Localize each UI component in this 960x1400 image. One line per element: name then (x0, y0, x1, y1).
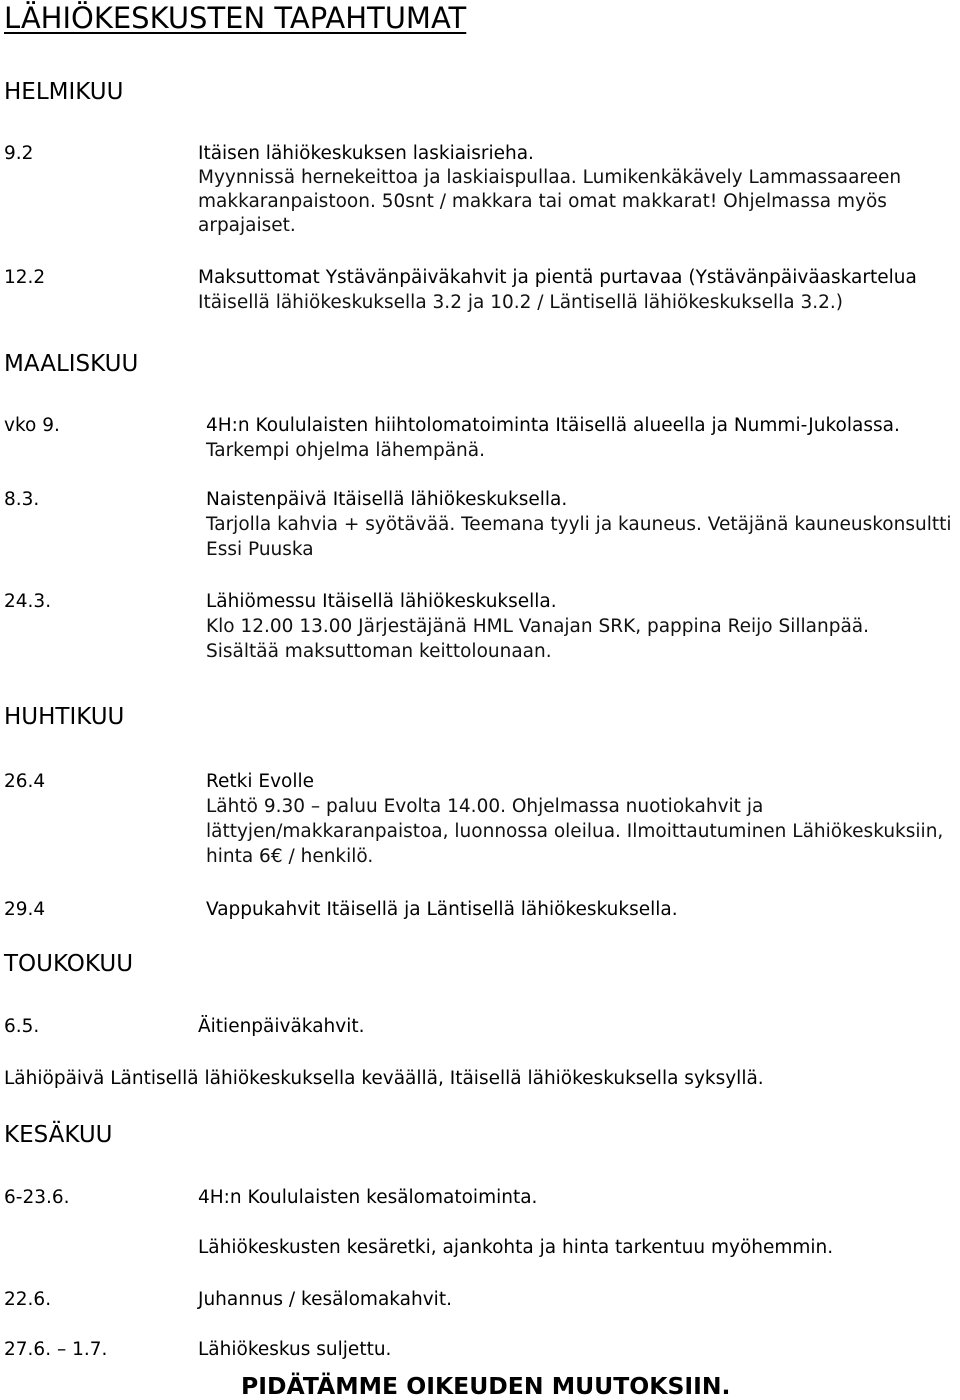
event-description-line: Klo 12.00 13.00 Järjestäjänä HML Vanajan SRK, pappina Reijo Sillanpää. (206, 616, 870, 637)
event-title: Retki Evolle (206, 771, 315, 792)
event-date: 6-23.6. (4, 1187, 70, 1208)
event-title: Itäisen lähiökeskuksen laskiaisrieha. (198, 143, 534, 164)
event-title: Lähiökeskus suljettu. (198, 1339, 392, 1360)
event-date: 9.2 (4, 143, 34, 164)
event-date: 12.2 (4, 267, 46, 288)
footer-disclaimer: PIDÄTÄMME OIKEUDEN MUUTOKSIIN. (241, 1372, 731, 1400)
event-date: 24.3. (4, 591, 52, 612)
event-title: Vappukahvit Itäisellä ja Läntisellä lähiökeskuksella. (206, 899, 678, 920)
event-title: Äitienpäiväkahvit. (198, 1016, 365, 1037)
month-heading-huhtikuu: HUHTIKUU (4, 704, 125, 730)
event-note: (Ystävänpäiväaskartelua (682, 267, 917, 288)
event-title: Juhannus / kesälomakahvit. (198, 1289, 452, 1310)
general-note: Lähiöpäivä Läntisellä lähiökeskuksella keväällä, Itäisellä lähiökeskuksella syksyllä. (4, 1068, 764, 1089)
event-description-line: hinta 6€ / henkilö. (206, 846, 374, 867)
event-description-line: Itäisellä lähiökeskuksella 3.2 ja 10.2 / Läntisellä lähiökeskuksella 3.2.) (198, 292, 844, 313)
event-title-line (198, 266, 917, 291)
event-title: Naistenpäivä Itäisellä lähiökeskuksella. (206, 489, 568, 510)
event-description-line: lättyjen/makkaranpaistoa, luonnossa oleilua. Ilmoittautuminen Lähiökeskuksiin, (206, 821, 944, 842)
month-heading-maaliskuu: MAALISKUU (4, 351, 139, 377)
event-title: Maksuttomat Ystävänpäiväkahvit ja pientä purtavaa (198, 267, 683, 288)
month-heading-kesakuu: KESÄKUU (4, 1122, 113, 1148)
event-note: Lähiökeskusten kesäretki, ajankohta ja hinta tarkentuu myöhemmin. (198, 1237, 834, 1258)
page-title: LÄHIÖKESKUSTEN TAPAHTUMAT (4, 1, 467, 35)
event-date: 6.5. (4, 1016, 40, 1037)
event-date: 29.4 (4, 899, 46, 920)
month-heading-toukokuu: TOUKOKUU (4, 951, 134, 977)
event-description-line: Lähtö 9.30 – paluu Evolta 14.00. Ohjelmassa nuotiokahvit ja (206, 796, 764, 817)
event-description-line: Tarkempi ohjelma lähempänä. (206, 440, 485, 461)
event-description-line: Sisältää maksuttoman keittolounaan. (206, 641, 552, 662)
event-date: vko 9. (4, 415, 60, 436)
event-description-line: Essi Puuska (206, 539, 314, 560)
event-date: 8.3. (4, 489, 40, 510)
event-date: 27.6. – 1.7. (4, 1339, 108, 1360)
event-date: 26.4 (4, 771, 46, 792)
event-description-line: makkaranpaistoon. 50snt / makkara tai omat makkarat! Ohjelmassa myös (198, 191, 887, 212)
event-title: 4H:n Koululaisten hiihtolomatoiminta Itäisellä alueella ja Nummi-Jukolassa. (206, 415, 900, 436)
event-date: 22.6. (4, 1289, 52, 1310)
event-description-line: Tarjolla kahvia + syötävää. Teemana tyyli ja kauneus. Vetäjänä kauneuskonsultti (206, 514, 952, 535)
event-description-line: Myynnissä hernekeittoa ja laskiaispullaa. Lumikenkäkävely Lammassaareen (198, 167, 902, 188)
event-description-line: arpajaiset. (198, 215, 296, 236)
month-heading-helmikuu: HELMIKUU (4, 79, 124, 105)
event-title: 4H:n Koululaisten kesälomatoiminta. (198, 1187, 538, 1208)
event-title: Lähiömessu Itäisellä lähiökeskuksella. (206, 591, 557, 612)
